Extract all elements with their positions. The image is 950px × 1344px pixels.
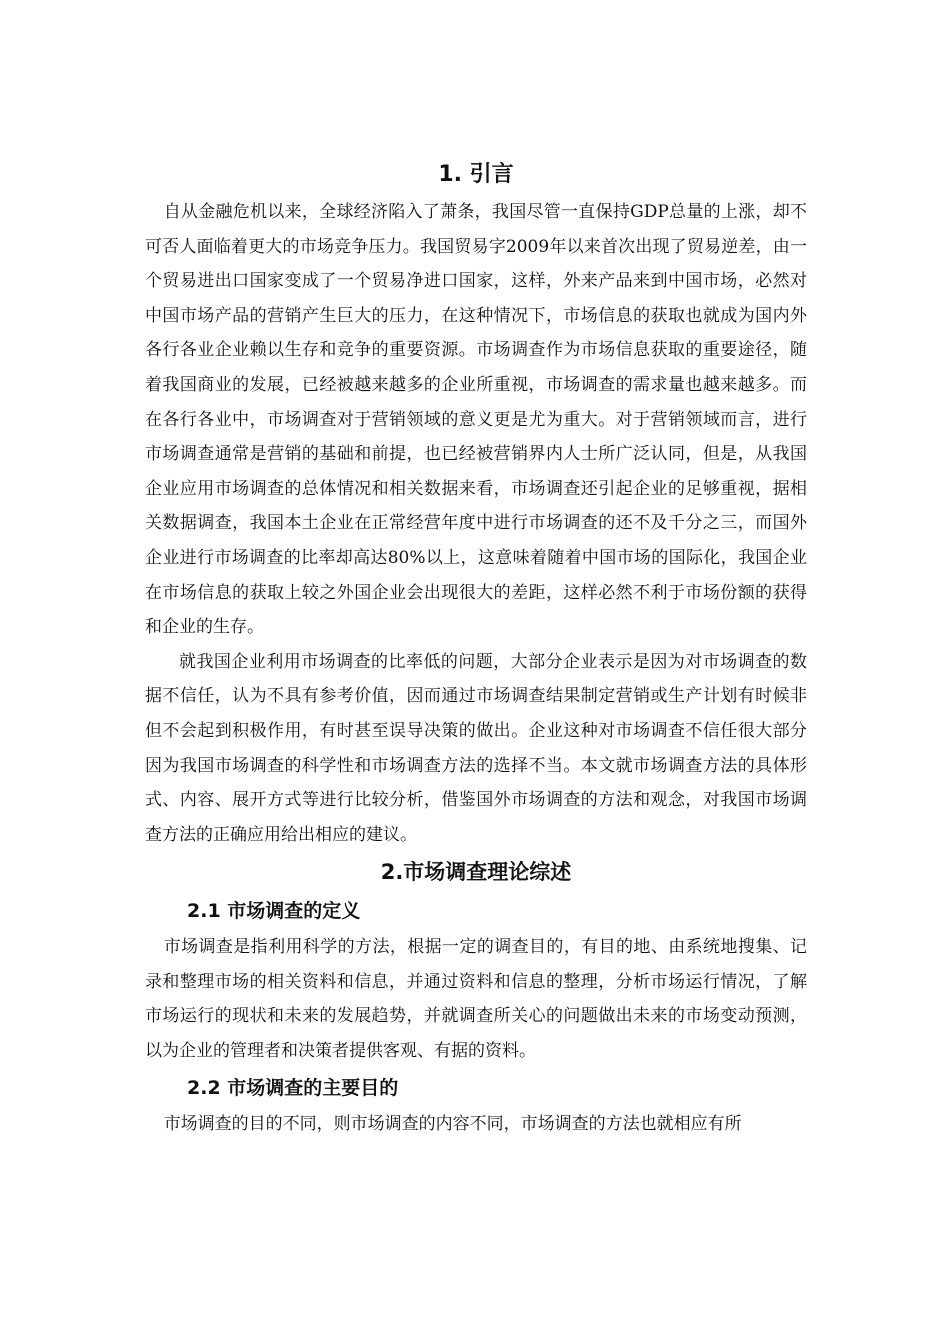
subsection-2-1-heading: 2.1 市场调查的定义 [187,900,361,923]
section-1-paragraph-1: 自从金融危机以来，全球经济陷入了萧条，我国尽管一直保持GDP总量的上涨，却不可否人面临着更大的市场竞争压力。我国贸易字2009年以来首次出现了贸易逆差，由一个贸易进出口国家变成了一个贸易净进口国家，这样，外来产品来到中国市场，必然对中国市场产品的营销产生巨大的压力，在这种情况下，市场信息的获取也就成为国内外各行各业企业赖以生存和竞争的重要资源。市场调查作为市场信息获取的重要途径，随着我国商业的发展，已经被越来越多的企业所重视，市场调查的需求量也越来越多。而在各行各业中，市场调查对于营销领域的意义更是尤为重大。对于营销领域而言，进行市场调查通常是营销的基础和前提，也已经被营销界内人士所广泛认同，但是，从我国企业应用市场调查的总体情况和相关数据来看，市场调查还引起企业的足够重视，据相关数据调查，我国本土企业在正常经营年度中进行市场调查的还不及千分之三，而国外企业进行市场调查的比率却高达80%以上，这意味着随着中国市场的国际化，我国企业在市场信息的获取上较之外国企业会出现很大的差距，这样必然不利于市场份额的获得和企业的生存。 [145,202,807,638]
section-1-paragraph-2: 就我国企业利用市场调查的比率低的问题，大部分企业表示是因为对市场调查的数据不信任，认为不具有参考价值，因而通过市场调查结果制定营销或生产计划有时候非但不会起到积极作用，有时甚至误导决策的做出。企业这种对市场调查不信任很大部分因为我国市场调查的科学性和市场调查方法的选择不当。本文就市场调查方法的具体形式、内容、展开方式等进行比较分析，借鉴国外市场调查的方法和观念，对我国市场调查方法的正确应用给出相应的建议。 [145,651,807,845]
document-body [145,155,807,1141]
section-1-heading: 1. 引言 [438,162,514,187]
section-2-heading: 2.市场调查理论综述 [380,860,572,885]
subsection-2-1-paragraph: 市场调查是指利用科学的方法，根据一定的调查目的，有目的地、由系统地搜集、记录和整理市场的相关资料和信息，并通过资料和信息的整理，分析市场运行情况，了解市场运行的现状和未来的发展趋势，并就调查所关心的问题做出未来的市场变动预测，以为企业的管理者和决策者提供客观、有据的资料。 [145,937,807,1062]
subsection-2-2-paragraph: 市场调查的目的不同，则市场调查的内容不同，市场调查的方法也就相应有所 [163,1113,742,1134]
subsection-2-2-heading: 2.2 市场调查的主要目的 [187,1076,399,1099]
